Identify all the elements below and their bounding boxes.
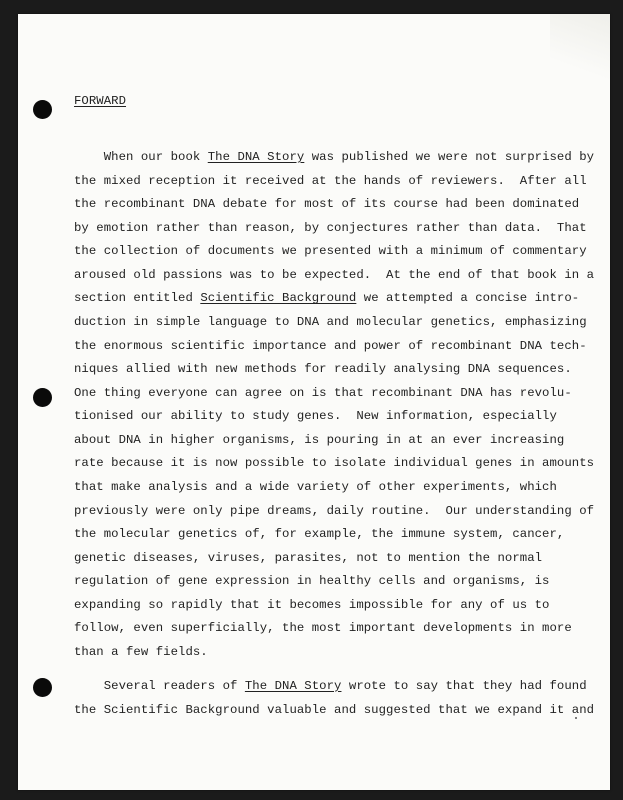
text-run: section entitled [74,291,201,306]
text-run: the recombinant DNA debate for most of its course had been dominated [74,197,580,212]
paragraph-1-line [74,150,594,164]
text-run: regulation of gene expression in healthy cells and organisms, is [74,574,550,589]
text-run: the molecular genetics of, for example, the immune system, cancer, [74,527,565,542]
text-run: duction in simple language to DNA and molecular genetics, emphasizing [74,314,587,329]
text-run: aroused old passions was to be expected. At the end of that book in a [74,267,595,282]
document-page [18,14,610,790]
paragraph-1-line [74,174,587,188]
text-run: was published we were not surprised by [304,150,595,164]
text-run: wrote to say that they had found [341,679,587,693]
underlined-title: Scientific Background [200,291,357,306]
paragraph-1-line [74,504,594,518]
text-run: than a few fields. [74,644,208,659]
paragraph-1-line [74,386,572,400]
paragraph-1-line [74,315,587,329]
paragraph-1-line [74,268,594,282]
punch-hole-middle [33,388,52,407]
paragraph-1-line [74,291,579,305]
text-run: we attempted a concise intro- [356,291,580,306]
underlined-title: The DNA Story [244,679,342,693]
paragraph-1-line [74,527,564,541]
underlined-title: The DNA Story [207,150,305,164]
text-run: by emotion rather than reason, by conjectures rather than data. That [74,220,587,235]
paragraph-1-line [74,574,549,588]
paragraph-1-line [74,456,594,470]
text-run: expanding so rapidly that it becomes impossible for any of us to [74,597,550,612]
punch-hole-bottom [33,678,52,697]
paragraph-1-line [74,480,557,494]
paragraph-1-line [74,621,572,635]
text-run: One thing everyone can agree on is that recombinant DNA has revolu- [74,385,572,400]
paragraph-1-line [74,362,572,376]
text-run: follow, even superficially, the most important developments in more [74,621,572,636]
paragraph-1-line [74,645,208,659]
text-run: niques allied with new methods for readily analysing DNA sequences. [74,362,572,377]
paragraph-1-line [74,433,564,447]
text-run: genetic diseases, viruses, parasites, not to mention the normal [74,550,543,565]
page-corner-shading [550,14,610,104]
paragraph-1-line [74,551,542,565]
paragraph-1-line [74,409,557,423]
paragraph-2-line [74,703,594,717]
punch-hole-top [33,100,52,119]
text-run: about DNA in higher organisms, is pouring in at an ever increasing [74,432,565,447]
text-run: rate because it is now possible to isolate individual genes in amounts [74,456,595,471]
text-run: the mixed reception it received at the hands of reviewers. After all [74,173,587,188]
text-run: the enormous scientific importance and power of recombinant DNA tech- [74,338,587,353]
text-run: the Scientific Background valuable and suggested that we expand it and [74,702,595,717]
text-run: previously were only pipe dreams, daily routine. Our understanding of [74,503,595,518]
paragraph-1-line [74,197,579,211]
paper-speck [575,717,577,719]
paragraph-2-line [74,679,587,693]
paragraph-1-line [74,339,587,353]
heading-forward: FORWARD [74,94,127,108]
text-run: the collection of documents we presented with a minimum of commentary [74,244,587,259]
paragraph-1-line [74,221,587,235]
text-run: that make analysis and a wide variety of other experiments, which [74,479,557,494]
paragraph-1-line [74,244,587,258]
text-run: When our book [74,150,208,164]
paragraph-1-line [74,598,549,612]
text-run: Several readers of [74,679,245,693]
text-run: tionised our ability to study genes. New information, especially [74,409,557,424]
